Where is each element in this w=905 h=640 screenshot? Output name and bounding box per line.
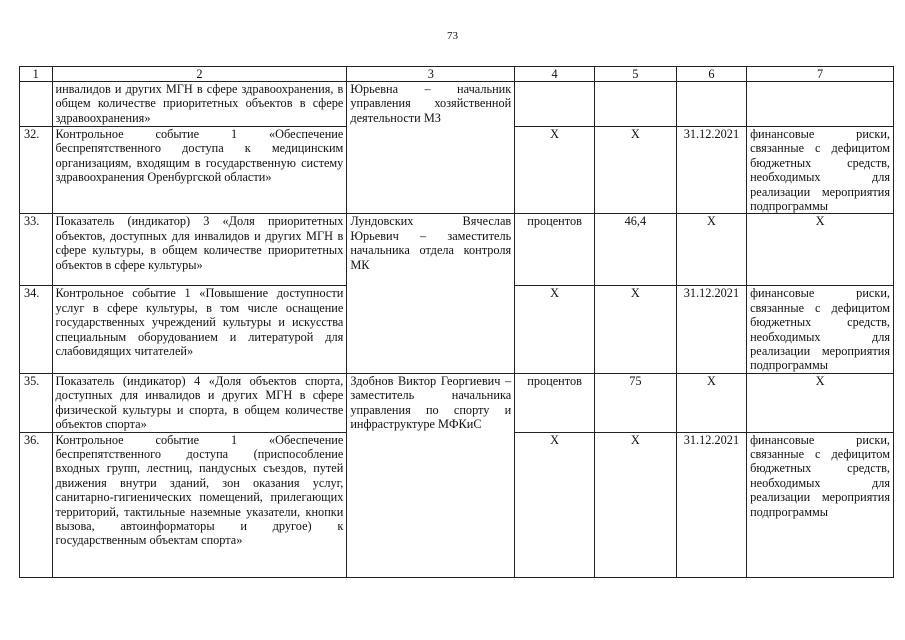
row-responsible: Здобнов Виктор Георгиевич – заместитель начальника управления по спорту и инфраструктуре МФКиС bbox=[347, 373, 515, 432]
table-row-continuation bbox=[20, 82, 894, 127]
table-header-row bbox=[20, 67, 894, 82]
row-unit: Х bbox=[515, 286, 595, 373]
column-number-5: 5 bbox=[594, 67, 676, 82]
row-number: 32. bbox=[20, 127, 53, 214]
row-deadline: 31.12.2021 bbox=[676, 432, 746, 577]
column-number-2: 2 bbox=[52, 67, 347, 82]
column-number-1: 1 bbox=[20, 67, 53, 82]
row-description: Контрольное событие 1 «Обеспечение беспрепятственного доступа (приспособление входных групп, лестниц, пандусных съездов, путей движения внутри зданий, зон оказания услуг, санитарно-гигиенических помещений, прилегающих территорий, тактильные наземные указатели, кнопки вызова, автоинформаторы и другое) к государственным объектам спорта» bbox=[52, 432, 347, 577]
row-number-cell bbox=[20, 82, 53, 127]
row-unit: процентов bbox=[515, 214, 595, 286]
row-number: 33. bbox=[20, 214, 53, 286]
row-risks: Х bbox=[747, 373, 894, 432]
row-risks: финансовые риски, связанные с дефицитом бюджетных средств, необходимых для реализации мероприятия подпрограммы bbox=[747, 286, 894, 373]
measures-table bbox=[19, 66, 894, 578]
row-risks: финансовые риски, связанные с дефицитом бюджетных средств, необходимых для реализации мероприятия подпрограммы bbox=[747, 127, 894, 214]
row-value: 75 bbox=[594, 373, 676, 432]
row-value: Х bbox=[594, 127, 676, 214]
table-row bbox=[20, 286, 894, 373]
row-responsible: Лундовских Вячеслав Юрьевич – заместитель начальника отдела контроля МК bbox=[347, 214, 515, 286]
table-row bbox=[20, 373, 894, 432]
table-row bbox=[20, 214, 894, 286]
row-deadline: 31.12.2021 bbox=[676, 127, 746, 214]
row-number: 36. bbox=[20, 432, 53, 577]
column-number-7: 7 bbox=[747, 67, 894, 82]
row-description: Показатель (индикатор) 3 «Доля приоритетных объектов, доступных для инвалидов и других МГН в сфере культуры, в общем количестве приоритетных объектов в сфере культуры» bbox=[52, 214, 347, 286]
row-description: Показатель (индикатор) 4 «Доля объектов спорта, доступных для инвалидов и других МГН в сфере физической культуры и спорта, в общем количестве объектов спорта» bbox=[52, 373, 347, 432]
row-description: Контрольное событие 1 «Повышение доступности услуг в сфере культуры, в том числе оснащение государственных учреждений культуры и искусства специальным оборудованием и литературой для слабовидящих читателей» bbox=[52, 286, 347, 373]
row-description: Контрольное событие 1 «Обеспечение беспрепятственного доступа к медицинским организациям, входящим в государственную систему здравоохранения Оренбургской области» bbox=[52, 127, 347, 214]
table-row bbox=[20, 127, 894, 214]
continuation-description: инвалидов и других МГН в сфере здравоохранения, в общем количестве приоритетных объектов в сфере здравоохранения» bbox=[52, 82, 347, 127]
row-deadline: Х bbox=[676, 214, 746, 286]
continuation-responsible: Юрьевна – начальник управления хозяйственной деятельности МЗ bbox=[347, 82, 515, 127]
table-row bbox=[20, 432, 894, 577]
row-number: 34. bbox=[20, 286, 53, 373]
page-number: 73 bbox=[447, 30, 458, 42]
row-risks: финансовые риски, связанные с дефицитом бюджетных средств, необходимых для реализации мероприятия подпрограммы bbox=[747, 432, 894, 577]
row-unit: процентов bbox=[515, 373, 595, 432]
row-risks: Х bbox=[747, 214, 894, 286]
column-number-4: 4 bbox=[515, 67, 595, 82]
column-number-6: 6 bbox=[676, 67, 746, 82]
column-number-3: 3 bbox=[347, 67, 515, 82]
row-value: Х bbox=[594, 286, 676, 373]
row-unit: Х bbox=[515, 127, 595, 214]
row-deadline: 31.12.2021 bbox=[676, 286, 746, 373]
row-value: Х bbox=[594, 432, 676, 577]
row-value: 46,4 bbox=[594, 214, 676, 286]
row-number: 35. bbox=[20, 373, 53, 432]
row-deadline: Х bbox=[676, 373, 746, 432]
row-unit: Х bbox=[515, 432, 595, 577]
